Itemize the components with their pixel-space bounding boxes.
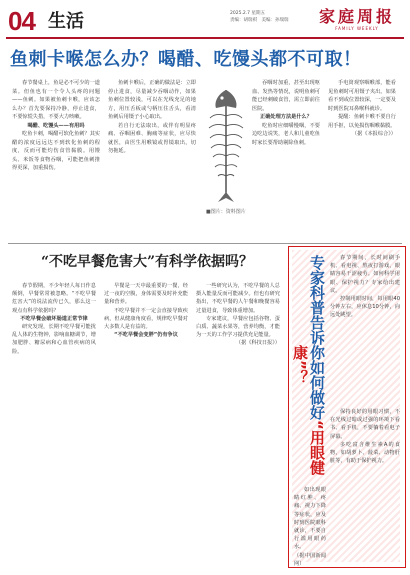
- paragraph: 一些研究认为，不吃早餐的人总摄入能量反而可能减少。但也有研究指出，不吃早餐的人午餐和晚餐容易过量进食，导致体重增加。: [196, 283, 280, 314]
- paragraph: 鱼刺卡喉后，正确的做法是：立即停止进食，尽量减少吞咽动作，如果鱼刺位置较浅，可以在光线充足的地方，用压舌板或勺柄压住舌头，看清鱼刺后用镊子小心取出。: [108, 80, 196, 120]
- page-header: [6, 6, 404, 36]
- photo-caption: ■图片：资料图片: [206, 209, 246, 215]
- paragraph: 保持良好的用眼习惯，不在光线过暗或过强的环境下看书、看手机，不要躺着看电子屏幕。: [330, 409, 400, 440]
- paragraph: 如出现眼睛红肿、疼痛、视力下降等症状，应及时到医院眼科就诊，不要自行滥用眼药水。: [294, 487, 326, 551]
- subheading: 正确处理方法是什么？: [260, 114, 312, 120]
- paragraph: 春节餐桌上，鱼是必不可少的一道菜。但鱼也有一个令人头疼的问题——鱼刺。如果被鱼刺卡喉，应该怎么办？首先要保持冷静，停止进食，不要惊慌失措，不要大力咳嗽。: [12, 80, 100, 120]
- article1-headline: 鱼刺卡喉怎么办？喝醋、吃馒头都不可取！: [10, 49, 362, 70]
- paragraph: 研究发现，长期不吃早餐可能扰乱人体的生物钟，影响血糖调节，增加肥胖、糖尿病和心血管疾病的风险。: [12, 324, 96, 355]
- article2-col3: [196, 282, 280, 560]
- fish-bone-illustration: [204, 84, 248, 204]
- article1-col3: [252, 79, 320, 227]
- expert-sidebar-title: [291, 250, 325, 480]
- article2-headline: “不吃早餐危害大”有科学依据吗？: [40, 254, 254, 270]
- section-number: 04: [8, 6, 35, 36]
- article1-col1: [12, 79, 100, 227]
- byline: （据中国新闻网）: [294, 552, 326, 567]
- paragraph: 春节期间，长时间刷手机、看电视、熬夜打游戏，眼睛容易干涩疲劳。如何科学用眼、保护视力？专家给出建议。: [330, 255, 400, 294]
- article1-col4: [328, 79, 396, 227]
- byline: （据《科技日报》）: [235, 340, 280, 347]
- paragraph: 专家建议，早餐应包括谷物、蛋白质、蔬菜水果等，营养均衡，才能为一天的工作学习提供充足能量。: [196, 315, 280, 339]
- article2-col1: [12, 282, 96, 560]
- title-line2: 如何做好: [308, 360, 326, 421]
- byline: （据《本报综合》）: [351, 131, 396, 137]
- section-name: 生活: [48, 11, 84, 32]
- paragraph: 多吃富含维生素A的食物，如胡萝卜、菠菜、动物肝脏等，有助于保护视力。: [330, 441, 400, 465]
- subheading: “不吃早餐会变胖”仍有争议: [114, 332, 178, 339]
- subheading: 不吃早餐会破坏肠道正常节律: [20, 315, 88, 322]
- header-meta: [230, 10, 290, 24]
- paragraph: 春节假期，不少年轻人每日作息颠倒，早餐常常被忽略。“不吃早餐危害大”的说法流传已久，那么这一观点有科学依据吗？: [12, 283, 96, 314]
- paragraph: 不吃早餐并不一定会直接导致疾病，但从健康角度看，规律吃早餐对大多数人是有益的。: [104, 307, 188, 331]
- header-rule: [6, 37, 404, 39]
- sidebar-col2: [330, 408, 400, 560]
- masthead: [310, 8, 404, 34]
- sidebar-col1: [330, 254, 400, 404]
- sidebar-col3: [294, 486, 326, 567]
- issue-date: 2025.2.7 星期五: [230, 11, 265, 16]
- paragraph: 控制用眼时间，每用眼40分钟左右，应休息10分钟，向远处眺望。: [330, 296, 400, 319]
- subheading: 喝醋、吃馒头——有用吗: [27, 122, 85, 129]
- editor-credit: 责编：胡瑞祺 美编：孙瑞瑞: [230, 18, 289, 23]
- paragraph: 手电筒观察咽喉部，能看见鱼刺时可用镊子夹出。如果看不到或位置较深，一定要及时到医院耳鼻喉科就诊。: [328, 80, 396, 112]
- paragraph: 提醒：鱼刺卡喉不要自行用手抠，以免损伤咽喉黏膜。: [328, 114, 396, 129]
- paragraph: 吃鱼卡刺，喝醋可软化鱼刺？其实醋的浓度远远达不到软化鱼刺的程度，反而可能灼伤食管黏膜。用馒头、米饭等食物吞咽，可能把鱼刺推得更深，加重损伤。: [12, 131, 100, 171]
- article2-body: [12, 282, 280, 560]
- article2-col2: [104, 282, 188, 560]
- paragraph: 吞咽时加重，甚至出现呕血、发热等情况，说明鱼刺可能已经刺破食管，需立即前往医院。: [252, 80, 320, 112]
- masthead-subtitle: FAMILY WEEKLY: [335, 26, 379, 31]
- title-line1: 专家科普告诉你: [308, 255, 326, 361]
- title-quote: “用眼健康”？: [291, 345, 326, 475]
- article1-col2: [108, 79, 196, 227]
- paragraph: 若自行无法取出，或伴有明显疼痛、吞咽困难、胸痛等症状，应尽快就医，由医生用喉镜或胃镜取出，切勿拖延。: [108, 122, 196, 154]
- section-divider: [8, 243, 402, 244]
- paragraph: 吃鱼时应细嚼慢咽，不要边吃边说笑，老人和儿童吃鱼时家长要帮助剔除鱼刺。: [252, 122, 320, 146]
- masthead-title: 家庭周报: [318, 7, 395, 26]
- paragraph: 早餐是一天中最重要的一餐，经过一夜的空腹，身体需要及时补充能量和营养。: [104, 283, 188, 306]
